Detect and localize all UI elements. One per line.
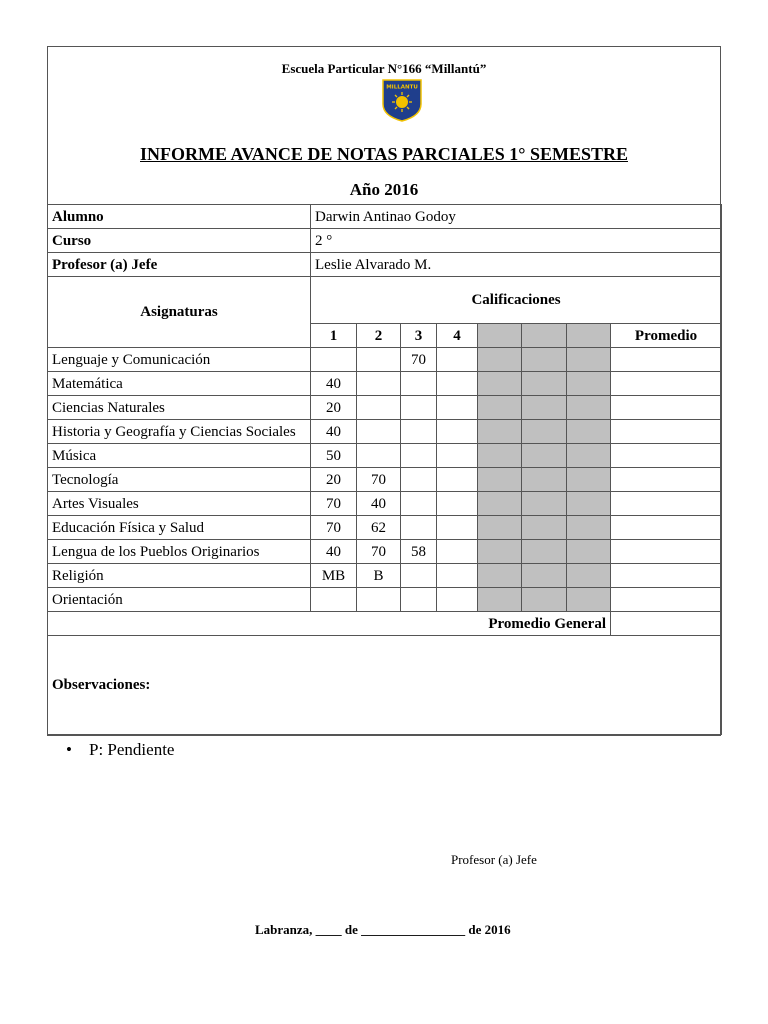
grade-cell: MB xyxy=(311,564,357,588)
shaded-cell xyxy=(478,444,522,468)
shaded-cell xyxy=(478,516,522,540)
grade-cell xyxy=(401,516,437,540)
subject-name: Educación Física y Salud xyxy=(48,516,311,540)
note-pending xyxy=(66,740,174,760)
shaded-cell xyxy=(522,564,567,588)
grade-cell xyxy=(437,540,478,564)
average-cell xyxy=(611,372,722,396)
shaded-cell xyxy=(522,324,567,348)
grade-cell xyxy=(437,372,478,396)
note-text: P: Pendiente xyxy=(89,740,175,759)
grade-cell: 40 xyxy=(311,420,357,444)
shaded-cell xyxy=(567,588,611,612)
grade-cell xyxy=(437,444,478,468)
report-header xyxy=(48,47,720,204)
subject-name: Música xyxy=(48,444,311,468)
info-row xyxy=(48,229,722,253)
grade-cell: 62 xyxy=(357,516,401,540)
teacher-value: Leslie Alvarado M. xyxy=(311,253,722,277)
average-header: Promedio xyxy=(611,324,722,348)
shaded-cell xyxy=(522,420,567,444)
grade-cell xyxy=(401,468,437,492)
shaded-cell xyxy=(567,540,611,564)
report-year: Año 2016 xyxy=(349,180,419,199)
shaded-cell xyxy=(478,420,522,444)
table-row xyxy=(48,396,722,420)
grade-cell: B xyxy=(357,564,401,588)
shaded-cell xyxy=(567,492,611,516)
grade-cell: 20 xyxy=(311,468,357,492)
average-cell xyxy=(611,540,722,564)
grade-cell: 70 xyxy=(311,516,357,540)
shaded-cell xyxy=(567,564,611,588)
observations-row xyxy=(48,636,722,735)
grade-cell xyxy=(311,348,357,372)
signature-label: Profesor (a) Jefe xyxy=(451,852,537,867)
shaded-cell xyxy=(567,372,611,396)
table-row xyxy=(48,588,722,612)
table-row xyxy=(48,420,722,444)
column-header: 3 xyxy=(401,324,437,348)
grade-cell: 58 xyxy=(401,540,437,564)
grade-cell xyxy=(437,588,478,612)
shaded-cell xyxy=(478,396,522,420)
shaded-cell xyxy=(567,348,611,372)
grade-cell xyxy=(401,588,437,612)
shaded-cell xyxy=(522,372,567,396)
course-value: 2 ° xyxy=(311,229,722,253)
grade-cell xyxy=(311,588,357,612)
column-header: 4 xyxy=(437,324,478,348)
shaded-cell xyxy=(478,492,522,516)
table-row xyxy=(48,492,722,516)
subject-name: Lengua de los Pueblos Originarios xyxy=(48,540,311,564)
table-row xyxy=(48,468,722,492)
subject-name: Historia y Geografía y Ciencias Sociales xyxy=(48,420,311,444)
table-row xyxy=(48,564,722,588)
grade-cell: 50 xyxy=(311,444,357,468)
general-average-value xyxy=(611,612,722,636)
column-header: 1 xyxy=(311,324,357,348)
info-label: Curso xyxy=(48,229,311,253)
shaded-cell xyxy=(478,564,522,588)
table-row xyxy=(48,444,722,468)
shaded-cell xyxy=(567,468,611,492)
shaded-cell xyxy=(567,444,611,468)
shaded-cell xyxy=(478,588,522,612)
table-row xyxy=(48,516,722,540)
grade-cell xyxy=(437,348,478,372)
grade-cell: 40 xyxy=(311,372,357,396)
general-average-label: Promedio General xyxy=(48,612,611,636)
info-label: Alumno xyxy=(48,205,311,229)
school-name: Escuela Particular N°166 “Millantú” xyxy=(281,61,487,76)
logo-text: MILLANTU xyxy=(386,84,418,91)
shaded-cell xyxy=(522,468,567,492)
shaded-cell xyxy=(567,516,611,540)
average-cell xyxy=(611,348,722,372)
grade-cell: 70 xyxy=(401,348,437,372)
grade-cell: 40 xyxy=(311,540,357,564)
subjects-header: Asignaturas xyxy=(48,277,311,348)
grade-cell xyxy=(437,396,478,420)
general-average-row xyxy=(48,612,722,636)
shaded-cell xyxy=(522,348,567,372)
info-row xyxy=(48,253,722,277)
observations-label: Observaciones: xyxy=(48,636,722,735)
grades-header: Calificaciones xyxy=(311,277,722,324)
grade-cell: 70 xyxy=(357,468,401,492)
grade-cell xyxy=(437,564,478,588)
grade-cell xyxy=(357,348,401,372)
shaded-cell xyxy=(567,396,611,420)
subject-name: Tecnología xyxy=(48,468,311,492)
shaded-cell xyxy=(522,492,567,516)
shaded-cell xyxy=(522,516,567,540)
table-row xyxy=(48,348,722,372)
grade-cell xyxy=(437,468,478,492)
subject-name: Artes Visuales xyxy=(48,492,311,516)
subject-name: Orientación xyxy=(48,588,311,612)
grade-cell xyxy=(357,444,401,468)
average-cell xyxy=(611,516,722,540)
grade-cell xyxy=(357,396,401,420)
average-cell xyxy=(611,396,722,420)
average-cell xyxy=(611,420,722,444)
table-row xyxy=(48,372,722,396)
grade-cell xyxy=(401,492,437,516)
shaded-cell xyxy=(522,444,567,468)
grade-cell: 20 xyxy=(311,396,357,420)
shaded-cell xyxy=(522,588,567,612)
average-cell xyxy=(611,564,722,588)
shaded-cell xyxy=(567,420,611,444)
grade-cell xyxy=(357,588,401,612)
shaded-cell xyxy=(522,396,567,420)
average-cell xyxy=(611,468,722,492)
bullet-dot: • xyxy=(66,740,72,759)
grade-cell: 70 xyxy=(311,492,357,516)
shaded-cell xyxy=(478,540,522,564)
table-row xyxy=(48,540,722,564)
average-cell xyxy=(611,492,722,516)
subject-name: Ciencias Naturales xyxy=(48,396,311,420)
grades-table xyxy=(47,204,722,735)
grade-cell: 40 xyxy=(357,492,401,516)
grade-cell xyxy=(357,420,401,444)
grade-cell: 70 xyxy=(357,540,401,564)
shaded-cell xyxy=(522,540,567,564)
info-row xyxy=(48,205,722,229)
grade-cell xyxy=(401,396,437,420)
grade-cell xyxy=(357,372,401,396)
report-title: INFORME AVANCE DE NOTAS PARCIALES 1° SEMESTRE xyxy=(140,144,628,164)
table-header-row xyxy=(48,277,722,324)
grade-cell xyxy=(401,372,437,396)
shaded-cell xyxy=(478,468,522,492)
report-card xyxy=(47,46,721,736)
shaded-cell xyxy=(567,324,611,348)
shaded-cell xyxy=(478,348,522,372)
grade-cell xyxy=(437,516,478,540)
subject-name: Lenguaje y Comunicación xyxy=(48,348,311,372)
grade-cell xyxy=(437,492,478,516)
subject-name: Religión xyxy=(48,564,311,588)
shaded-cell xyxy=(478,372,522,396)
student-name: Darwin Antinao Godoy xyxy=(311,205,722,229)
average-cell xyxy=(611,588,722,612)
grade-cell xyxy=(401,564,437,588)
info-label: Profesor (a) Jefe xyxy=(48,253,311,277)
subject-name: Matemática xyxy=(48,372,311,396)
grade-cell xyxy=(437,420,478,444)
shaded-cell xyxy=(478,324,522,348)
footer-date: Labranza, ____ de ________________ de 2016 xyxy=(255,922,511,937)
grade-cell xyxy=(401,420,437,444)
school-logo xyxy=(380,78,424,122)
grade-cell xyxy=(401,444,437,468)
average-cell xyxy=(611,444,722,468)
column-header: 2 xyxy=(357,324,401,348)
